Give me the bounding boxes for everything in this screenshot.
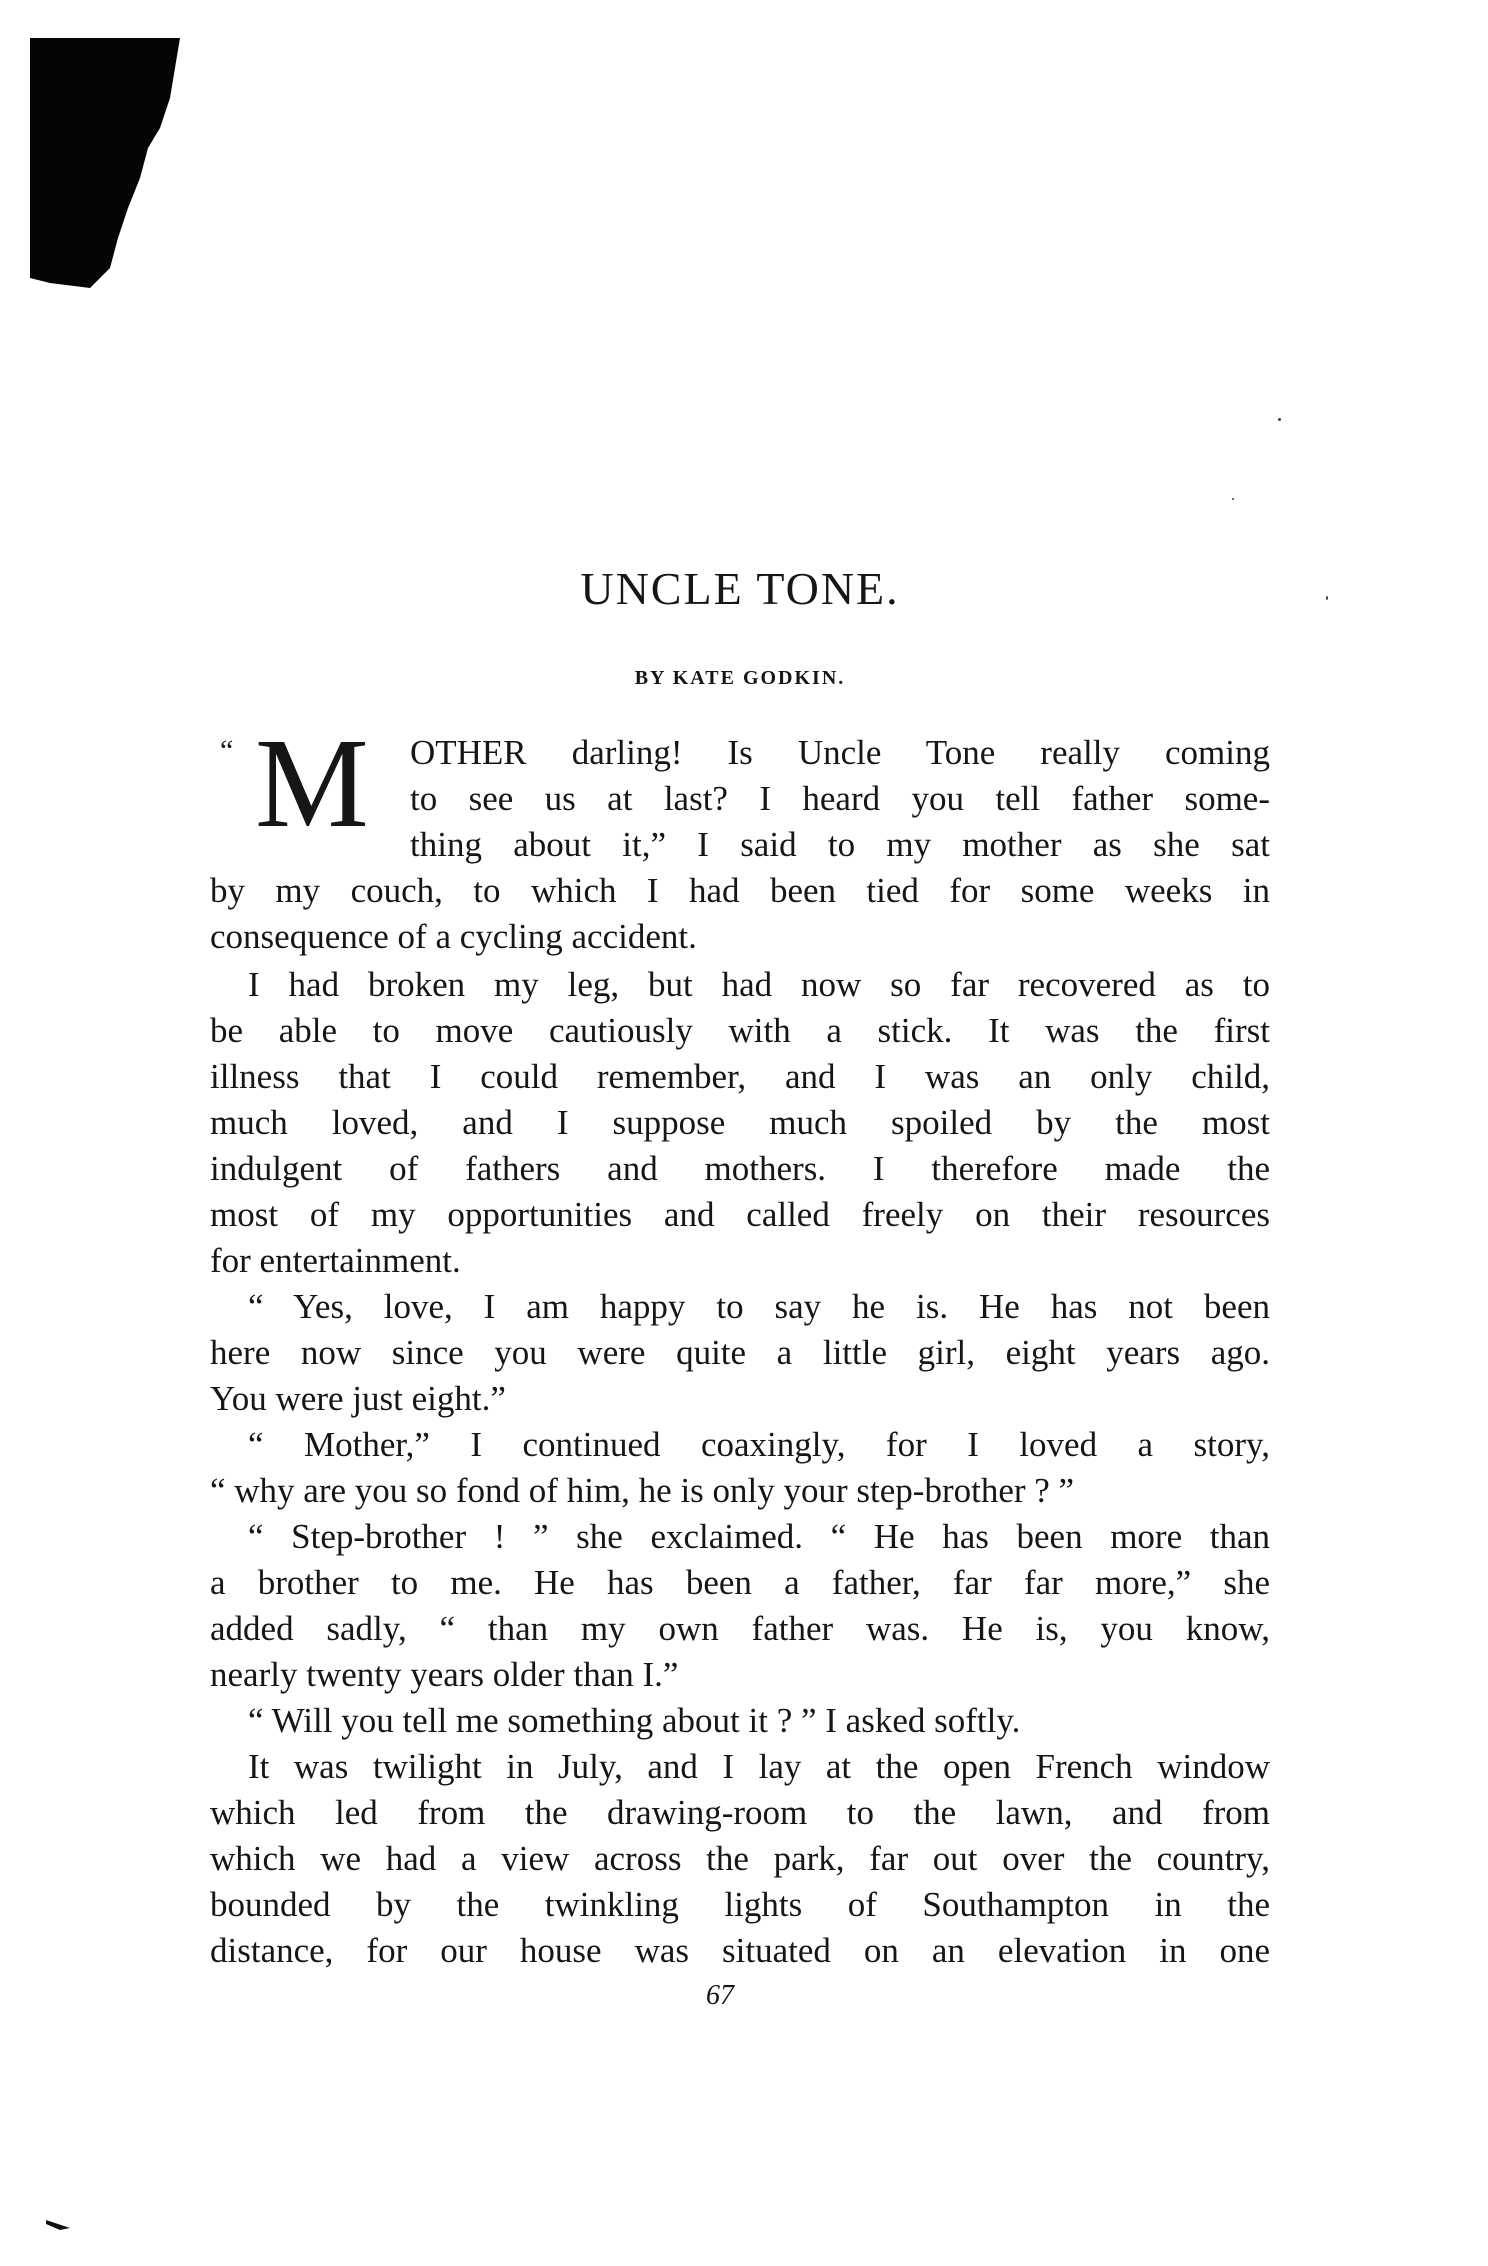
opening-paragraph xyxy=(210,730,1270,960)
text-line: by my couch, to which I had been tied for some weeks in xyxy=(210,871,1270,910)
text-line: which led from the drawing-room to the lawn, and from xyxy=(210,1793,1270,1832)
text-line: to see us at last? I heard you tell father some- xyxy=(410,779,1270,818)
text-line: I had broken my leg, but had now so far recovered as to xyxy=(248,965,1270,1004)
paragraph-tell-me xyxy=(210,1698,1270,1744)
story-byline: BY KATE GODKIN. xyxy=(634,667,846,689)
text-line: added sadly, “ than my own father was. He is, you know, xyxy=(210,1609,1270,1648)
drop-cap: M xyxy=(255,712,369,854)
text-line: “ Step-brother ! ” she exclaimed. “ He has been more than xyxy=(248,1517,1270,1556)
scan-speck xyxy=(1232,498,1234,500)
text-line: be able to move cautiously with a stick. It was the first xyxy=(210,1011,1270,1050)
text-line: here now since you were quite a little girl, eight years ago. xyxy=(210,1333,1270,1372)
text-line: OTHER darling! Is Uncle Tone really coming xyxy=(410,733,1270,772)
text-line: for entertainment. xyxy=(210,1241,461,1280)
story-title: UNCLE TONE. xyxy=(580,563,900,614)
text-line: illness that I could remember, and I was an only child, xyxy=(210,1057,1270,1096)
text-line: consequence of a cycling accident. xyxy=(210,917,697,956)
text-line: most of my opportunities and called freely on their resources xyxy=(210,1195,1270,1234)
text-line: You were just eight.” xyxy=(210,1379,506,1418)
text-line: It was twilight in July, and I lay at the open French window xyxy=(248,1747,1270,1786)
opening-quote-mark: “ xyxy=(220,734,234,767)
text-line: thing about it,” I said to my mother as she sat xyxy=(410,825,1270,864)
scan-ink-blot xyxy=(30,38,190,288)
text-line: nearly twenty years older than I.” xyxy=(210,1655,679,1694)
text-line: distance, for our house was situated on an elevation in one xyxy=(210,1931,1270,1970)
scan-corner-mark xyxy=(46,2220,70,2230)
text-line: much loved, and I suppose much spoiled by the most xyxy=(210,1103,1270,1142)
text-line: “ why are you so fond of him, he is only your step-brother ? ” xyxy=(210,1471,1075,1510)
scan-speck xyxy=(1278,418,1281,421)
text-line: a brother to me. He has been a father, far far more,” she xyxy=(210,1563,1270,1602)
paragraph-step-brother xyxy=(210,1514,1270,1698)
paragraph-broken-leg xyxy=(210,962,1270,1284)
paragraph-twilight xyxy=(210,1744,1270,1974)
text-line: “ Will you tell me something about it ? ” I asked softly. xyxy=(248,1701,1021,1740)
text-line: which we had a view across the park, far out over the country, xyxy=(210,1839,1270,1878)
text-line: indulgent of fathers and mothers. I therefore made the xyxy=(210,1149,1270,1188)
text-line: bounded by the twinkling lights of Southampton in the xyxy=(210,1885,1270,1924)
scan-speck xyxy=(1326,596,1328,600)
text-line: “ Yes, love, I am happy to say he is. He has not been xyxy=(248,1287,1270,1326)
paragraph-yes-love xyxy=(210,1284,1270,1422)
text-line: “ Mother,” I continued coaxingly, for I loved a story, xyxy=(248,1425,1270,1464)
page-number: 67 xyxy=(706,1980,734,2011)
paragraph-mother-continued xyxy=(210,1422,1270,1514)
